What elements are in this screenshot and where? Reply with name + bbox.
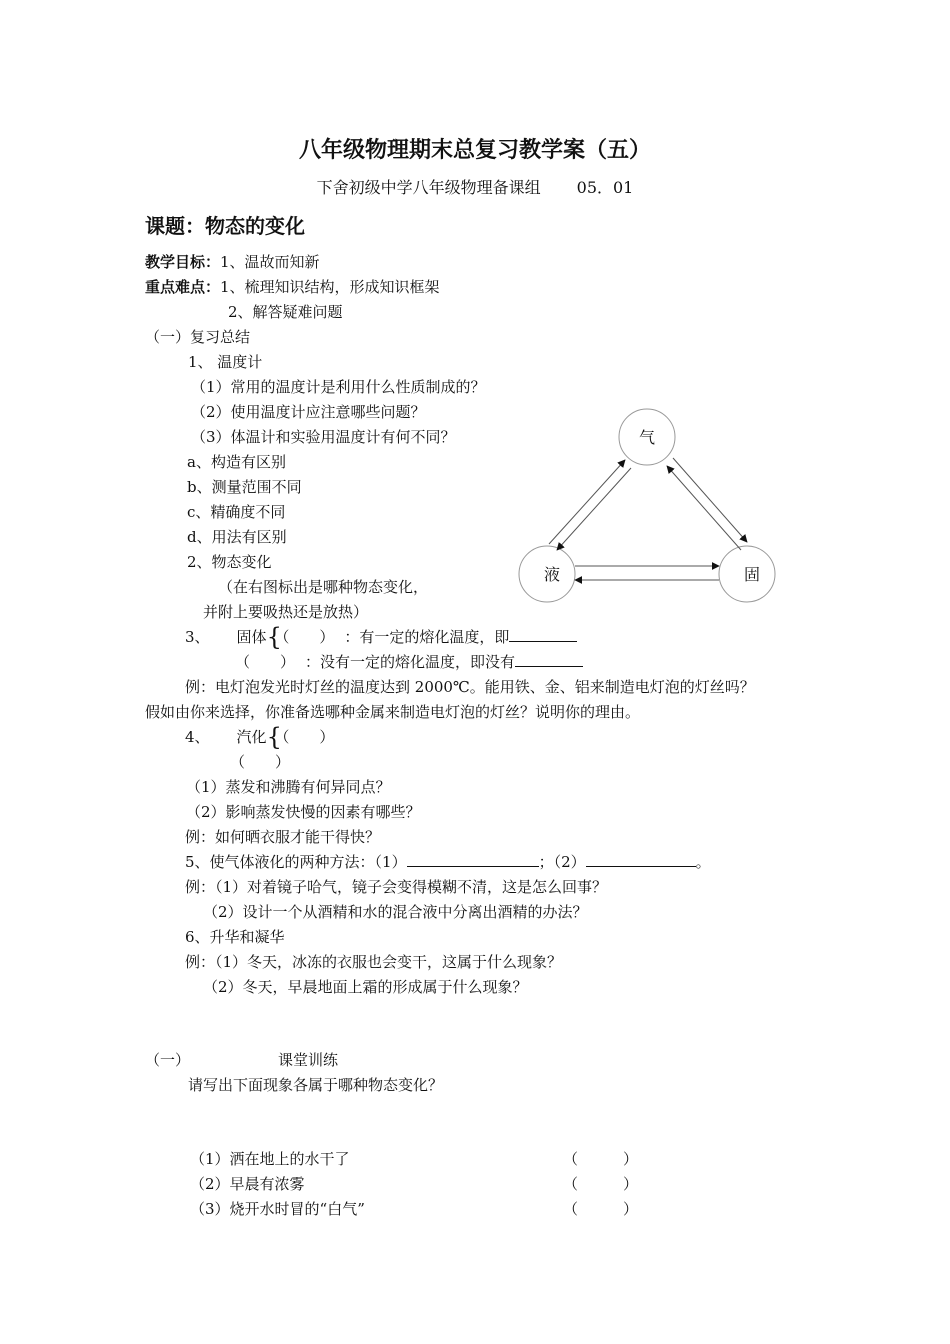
- gas-to-solid-arrow: [673, 458, 747, 542]
- teaching-goal-label: 教学目标：: [145, 253, 221, 271]
- subtitle-date: 05．01: [576, 178, 634, 197]
- thermometer-d: d、用法有区别: [187, 528, 287, 546]
- gas-node: [619, 409, 675, 465]
- solid-blank-1[interactable]: [509, 627, 577, 642]
- subtitle-group: 下舍初级中学八年级物理备课组: [316, 178, 541, 197]
- state-change-note-2: 并附上要吸热还是放热）: [203, 603, 369, 621]
- solid-brace: {: [266, 623, 282, 651]
- solid-blank-2[interactable]: [515, 652, 583, 667]
- thermometer-title: 1、 温度计: [188, 353, 263, 371]
- solid-row-1: [185, 623, 577, 651]
- page-subtitle: [0, 176, 950, 200]
- vapor-example: 例：如何晒衣服才能干得快？: [185, 828, 381, 846]
- sublimation-title: 6、升华和凝华: [185, 928, 285, 946]
- vapor-paren-1: （ ）: [281, 728, 335, 746]
- thermometer-b: b、测量范围不同: [187, 478, 302, 496]
- solid-label-diagram: 固: [743, 565, 761, 584]
- sublimation-example-1: 例：（1）冬天，冰冻的衣服也会变干，这属于什么现象？: [185, 953, 563, 971]
- key-point-1: 1、梳理知识结构，形成知识框架: [220, 278, 440, 296]
- liquefy-example-2: （2）设计一个从酒精和水的混合液中分离出酒精的办法？: [203, 903, 588, 921]
- key-points: [145, 277, 440, 297]
- section-review-heading: （一）复习总结: [145, 328, 251, 346]
- example-filament-line-2: 假如由你来选择，你准备选哪种金属来制造电灯泡的灯丝？说明你的理由。: [145, 703, 641, 721]
- solid-row-2: [235, 652, 583, 672]
- liquefy-blank-1[interactable]: [407, 852, 539, 867]
- practice-answer-1[interactable]: （ ）: [563, 1150, 639, 1168]
- liquefy-title: [185, 852, 711, 872]
- thermometer-q2: （2）使用温度计应注意哪些问题？: [191, 403, 426, 421]
- practice-item-1: （1）洒在地上的水干了: [190, 1150, 350, 1168]
- thermometer-q1: （1）常用的温度计是利用什么性质制成的？: [191, 378, 486, 396]
- solid-row1-text: ：有一定的熔化温度，即: [344, 628, 510, 646]
- gas-to-liquid-arrow: [557, 468, 631, 550]
- practice-answer-2[interactable]: （ ）: [563, 1175, 639, 1193]
- vapor-paren-2: （ ）: [230, 753, 291, 771]
- liquefy-end: 。: [695, 853, 711, 871]
- practice-item-2: （2）早晨有浓雾: [190, 1175, 305, 1193]
- liquid-to-gas-arrow: [549, 460, 625, 544]
- vapor-num: 4、: [185, 728, 210, 746]
- key-points-label: 重点难点：: [145, 278, 221, 296]
- liquid-label: 液: [543, 565, 561, 584]
- thermometer-a: a、构造有区别: [187, 453, 286, 471]
- lesson-title: 课题：物态的变化: [145, 214, 305, 238]
- state-change-title: 2、物态变化: [187, 553, 272, 571]
- sublimation-example-2: （2）冬天，早晨地面上霜的形成属于什么现象？: [203, 978, 528, 996]
- example-filament-line-1: 例：电灯泡发光时灯丝的温度达到 2000℃。能用铁、金、铝来制造电灯泡的灯丝吗？: [185, 678, 755, 696]
- page-title: 八年级物理期末总复习教学案（五）: [298, 137, 651, 163]
- teaching-goal-text: 1、温故而知新: [220, 253, 320, 271]
- vapor-brace: {: [266, 723, 282, 751]
- practice-heading-num: （一）: [145, 1051, 191, 1069]
- liquefy-example-1: 例：（1）对着镜子哈气，镜子会变得模糊不清，这是怎么回事？: [185, 878, 608, 896]
- key-point-2: 2、解答疑难问题: [228, 303, 343, 321]
- vapor-row-1: [185, 723, 335, 751]
- practice-answer-3[interactable]: （ ）: [563, 1200, 639, 1218]
- liquefy-sep: ；（2）: [538, 853, 586, 871]
- solid-to-gas-arrow: [667, 466, 741, 550]
- solid-label: 固体: [236, 628, 267, 646]
- state-change-note-1: （在右图标出是哪种物态变化，: [218, 578, 429, 596]
- gas-label: 气: [638, 428, 656, 447]
- vapor-label: 汽化: [236, 728, 267, 746]
- section-practice-heading: [145, 1050, 338, 1070]
- solid-node: [719, 546, 775, 602]
- practice-item-3: （3）烧开水时冒的“白气”: [190, 1200, 365, 1218]
- vapor-q1: （1）蒸发和沸腾有何异同点？: [186, 778, 391, 796]
- vapor-q2: （2）影响蒸发快慢的因素有哪些？: [186, 803, 421, 821]
- solid-num: 3、: [185, 628, 210, 646]
- teaching-goal: [145, 252, 320, 272]
- solid-row2-text: ：没有一定的熔化温度，即没有: [305, 653, 516, 671]
- thermometer-q3: （3）体温计和实验用温度计有何不同？: [191, 428, 456, 446]
- state-change-diagram: [505, 400, 790, 620]
- solid-paren-1: （ ）: [281, 628, 335, 646]
- liquid-node: [519, 546, 575, 602]
- practice-prompt: 请写出下面现象各属于哪种物态变化？: [188, 1076, 444, 1094]
- thermometer-c: c、精确度不同: [187, 503, 286, 521]
- solid-paren-2: （ ）: [235, 653, 296, 671]
- liquefy-blank-2[interactable]: [586, 852, 696, 867]
- liquefy-label: 5、使气体液化的两种方法：（1）: [185, 853, 407, 871]
- practice-heading-text: 课堂训练: [278, 1051, 339, 1069]
